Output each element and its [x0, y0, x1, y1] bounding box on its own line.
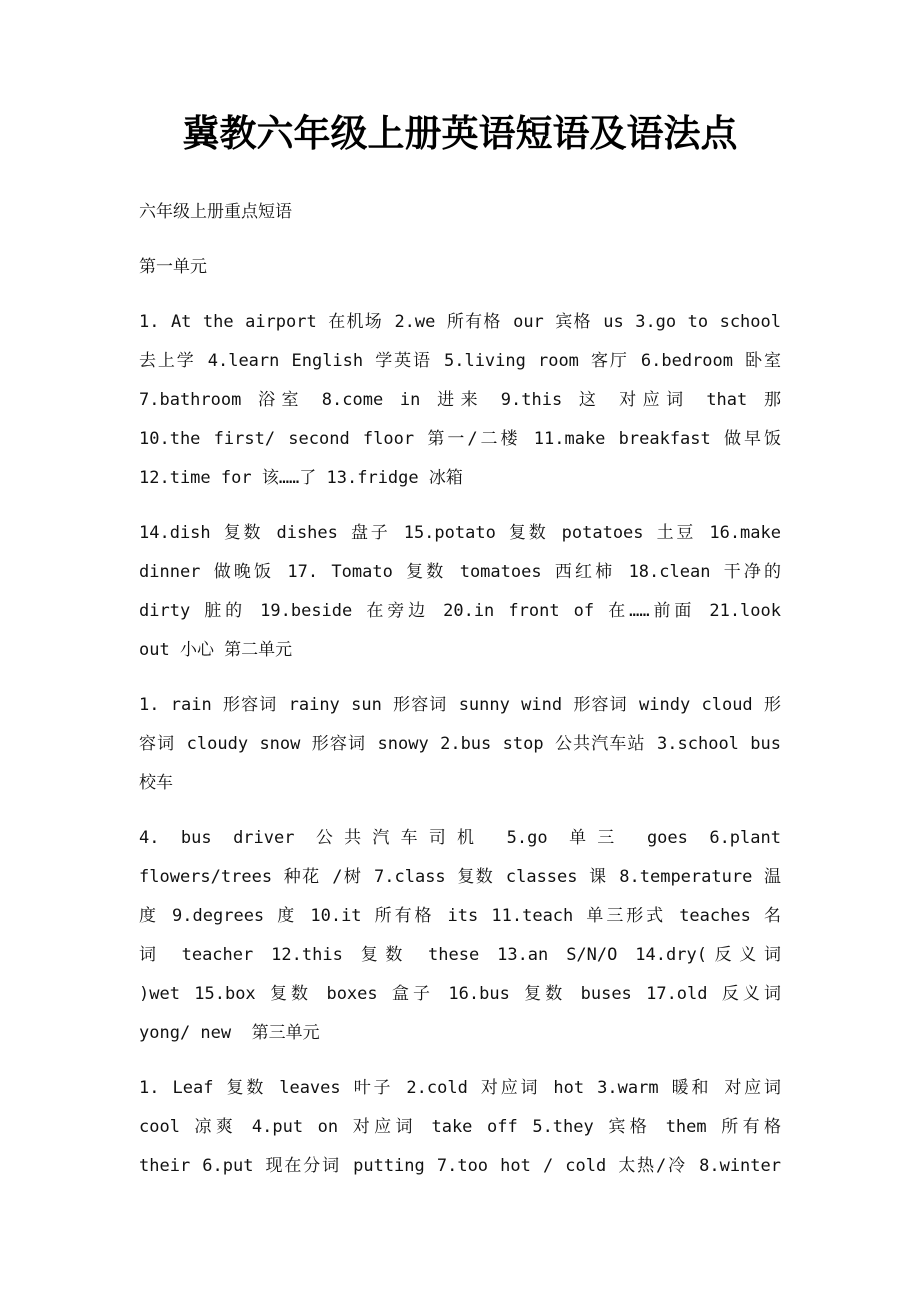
text-line: 4. bus driver 公共汽车司机 5.go 单三 goes 6.plant: [139, 828, 781, 848]
text-line: 10.the first/ second floor 第一/二楼 11.make breakfast 做早饭: [139, 429, 781, 449]
document-title: 冀教六年级上册英语短语及语法点: [182, 112, 738, 155]
text-line: dirty 脏的 19.beside 在旁边 20.in front of 在……前面 21.look: [139, 601, 781, 621]
text-line: 7.bathroom 浴室 8.come in 进来 9.this 这 对应词 that 那: [139, 390, 781, 410]
text-line: flowers/trees 种花 /树 7.class 复数 classes 课 8.temperature 温: [139, 867, 781, 887]
text-line: 度 9.degrees 度 10.it 所有格 its 11.teach 单三形式 teaches 名: [139, 906, 781, 926]
text-line: 校车: [139, 773, 173, 793]
text-line: 1. Leaf 复数 leaves 叶子 2.cold 对应词 hot 3.warm 暖和 对应词: [139, 1078, 781, 1098]
text-line: 1. At the airport 在机场 2.we 所有格 our 宾格 us 3.go to school: [139, 312, 781, 332]
section-subtitle: 六年级上册重点短语: [139, 202, 292, 222]
text-line: cool 凉爽 4.put on 对应词 take off 5.they 宾格 them 所有格: [139, 1117, 781, 1137]
text-line: out 小心 第二单元: [139, 640, 293, 660]
text-line: dinner 做晚饭 17. Tomato 复数 tomatoes 西红柿 18.clean 干净的: [139, 562, 781, 582]
text-line: 14.dish 复数 dishes 盘子 15.potato 复数 potatoes 土豆 16.make: [139, 523, 781, 543]
text-line: 1. rain 形容词 rainy sun 形容词 sunny wind 形容词 windy cloud 形: [139, 695, 781, 715]
unit-heading: 第一单元: [139, 257, 207, 277]
text-line: their 6.put 现在分词 putting 7.too hot / cold 太热/冷 8.winter: [139, 1156, 781, 1176]
text-line: 容词 cloudy snow 形容词 snowy 2.bus stop 公共汽车站 3.school bus: [139, 734, 781, 754]
text-line: )wet 15.box 复数 boxes 盒子 16.bus 复数 buses 17.old 反义词: [139, 984, 781, 1004]
text-line: 12.time for 该……了 13.fridge 冰箱: [139, 468, 463, 488]
text-line: 词 teacher 12.this 复数 these 13.an S/N/O 14.dry(反义词: [139, 945, 781, 965]
text-line: yong/ new 第三单元: [139, 1023, 320, 1043]
text-line: 去上学 4.learn English 学英语 5.living room 客厅 6.bedroom 卧室: [139, 351, 781, 371]
